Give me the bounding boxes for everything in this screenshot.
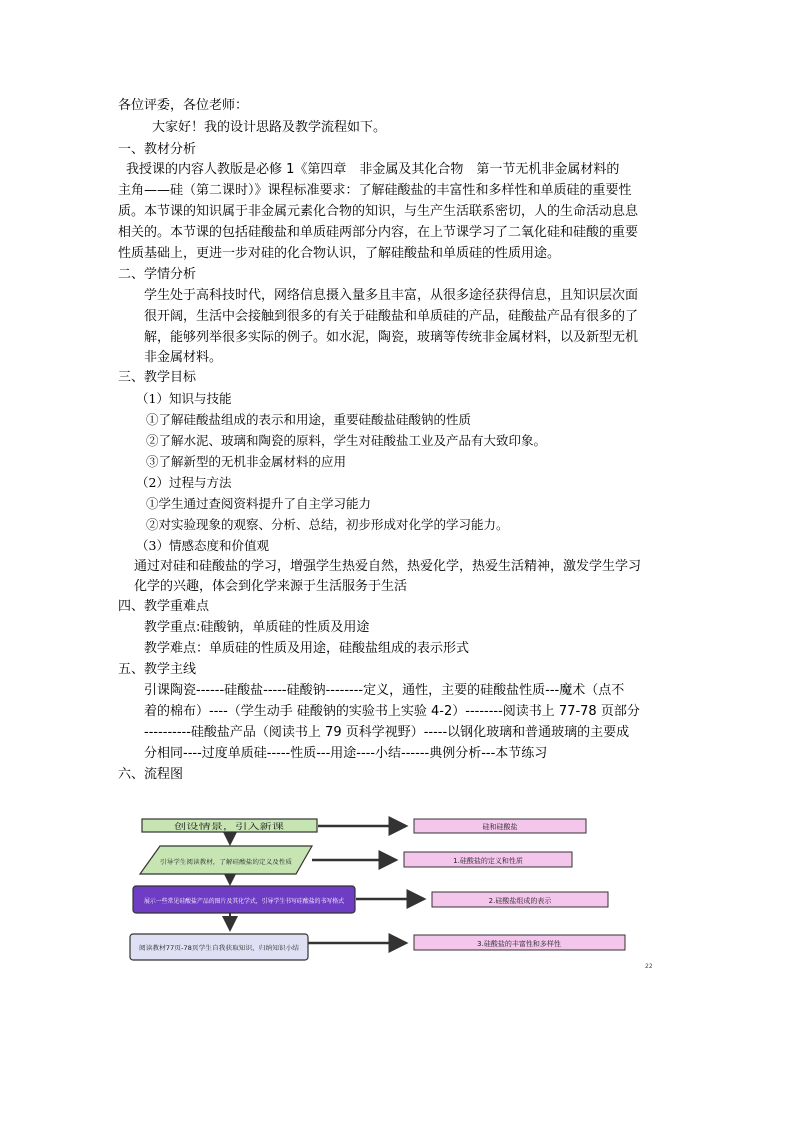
s2-line: 很开阔，生活中会接触到很多的有关于硅酸盐和单质硅的产品，硅酸盐产品有很多的了 <box>144 309 639 324</box>
s1-line: 主角——硅（第二课时）》课程标准要求：了解硅酸盐的丰富性和多样性和单质硅的重要性 <box>118 183 632 198</box>
objective-item: ②对实验现象的观察、分析、总结，初步形成对化学的学习能力。 <box>146 517 509 532</box>
s1-line: 我授课的内容人教版是必修 1《第四章 非金属及其化合物 第一节无机非金属材料的 <box>126 162 620 177</box>
section-heading-6: 六、流程图 <box>118 767 184 782</box>
flow-box-right-label: 2.硅酸盐组成的表示 <box>488 897 552 905</box>
objective-item: ①了解硅酸盐组成的表示和用途，重要硅酸盐硅酸钠的性质 <box>146 412 472 427</box>
section-heading-1: 一、教材分析 <box>118 142 197 157</box>
section-heading-5: 五、教学主线 <box>118 662 197 677</box>
s1-line: 相关的。本节课的包括硅酸盐和单质硅两部分内容，在上节课学习了二氧化硅和硅酸的重要 <box>118 225 639 240</box>
s5-line: ----------硅酸盐产品（阅读书上 79 页科学视野）-----以钢化玻璃和普通玻璃的主要成 <box>144 725 630 740</box>
flow-box-left-label: 创设情景，引入新课 <box>174 822 246 831</box>
section-heading-4: 四、教学重难点 <box>118 599 210 614</box>
s2-line: 解，能够列举很多实际的例子。如水泥，陶瓷，玻璃等传统非金属材料，以及新型无机 <box>144 330 639 345</box>
sub-heading: （2）过程与方法 <box>136 475 232 490</box>
page-mark: 22 <box>645 963 653 970</box>
s1-line: 质。本节课的知识属于非金属元素化合物的知识，与生产生活联系密切，人的生命活动息息 <box>118 204 639 219</box>
s5-line: 引课陶瓷------硅酸盐-----硅酸钠--------定义，通性，主要的硅酸盐性质---魔术（点不 <box>144 683 625 698</box>
s5-line: 着的棉布）----（学生动手 硅酸钠的实验书上实验 4-2）--------阅读书上 77-78 页部分 <box>144 704 640 719</box>
s2-line: 学生处于高科技时代，网络信息摄入量多且丰富，从很多途径获得信息，且知识层次面 <box>144 288 639 303</box>
greeting: 各位评委，各位老师： <box>118 98 249 113</box>
s3-line: 化学的兴趣，体会到化学来源于生活服务于生活 <box>134 579 408 594</box>
objective-item: ③了解新型的无机非金属材料的应用 <box>146 454 347 469</box>
flow-box-right-label: 1.硅酸盐的定义和性质 <box>453 857 523 865</box>
sub-heading: （3）情感态度和价值观 <box>136 538 269 553</box>
s2-line: 非金属材料。 <box>144 350 223 365</box>
flow-box-left-label: 阅读教材77页-78页学生自我获取知识，归纳知识小结 <box>139 945 283 952</box>
key-point: 教学重点:硅酸钠，单质硅的性质及用途 <box>144 620 370 635</box>
s3-line: 通过对硅和硅酸盐的学习，增强学生热爱自然，热爱化学，热爱生活精神，激发学生学习 <box>134 559 642 574</box>
section-heading-3: 三、教学目标 <box>118 370 197 385</box>
s1-line: 性质基础上，更进一步对硅的化合物认识，了解硅酸盐和单质硅的性质用途。 <box>118 246 561 261</box>
sub-heading: （1）知识与技能 <box>136 391 232 406</box>
difficult-point: 教学难点：单质硅的性质及用途，硅酸盐组成的表示形式 <box>144 641 470 656</box>
objective-item: ①学生通过查阅资料提升了自主学习能力 <box>146 496 372 511</box>
flow-box-right-label: 3.硅酸盐的丰富性和多样性 <box>477 940 561 948</box>
flow-box-left-label: 展示一些常见硅酸盐产品的图片及其化学式，引导学生书写硅酸盐的书写格式 <box>144 898 349 905</box>
flow-box-left-label: 引导学生阅读教材，了解硅酸盐的定义及性质 <box>160 859 281 866</box>
flow-box-right-label: 硅和硅酸盐 <box>482 823 518 831</box>
s5-line: 分相同----过度单质硅-----性质---用途----小结------典例分析---本节练习 <box>144 746 548 761</box>
section-heading-2: 二、学情分析 <box>118 267 197 282</box>
flowchart <box>0 800 794 1000</box>
intro: 大家好！我的设计思路及教学流程如下。 <box>152 120 387 135</box>
objective-item: ②了解水泥、玻璃和陶瓷的原料，学生对硅酸盐工业及产品有大致印象。 <box>146 433 547 448</box>
